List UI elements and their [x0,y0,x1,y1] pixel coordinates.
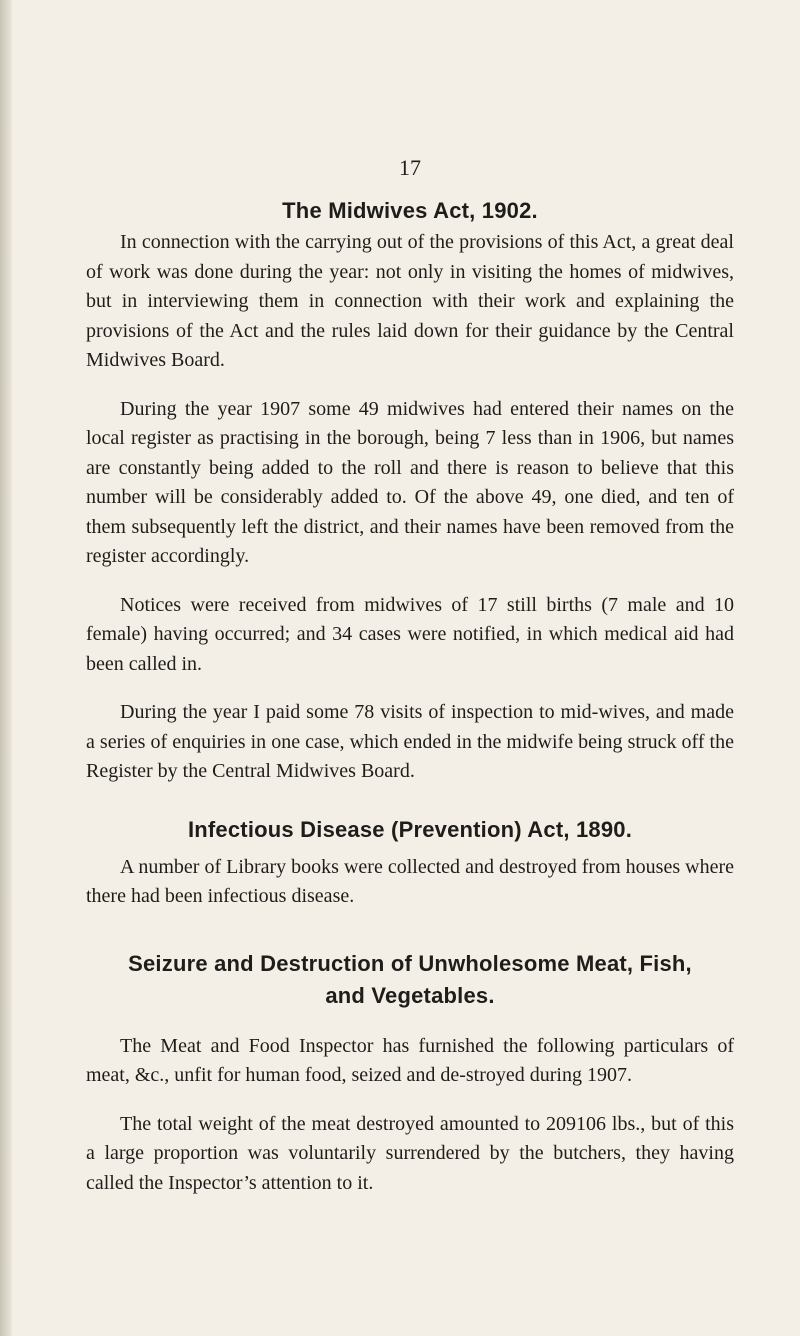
midwives-paragraph-1: In connection with the carrying out of the provisions of this Act, a great deal of work was done during the year: not only in visiting the homes of midwives, but in interviewing them in connection with their work and explaining the provisions of the Act and the rules laid down for their guidance by the Central Midwives Board. [86,231,734,371]
infectious-disease-heading: Infectious Disease (Prevention) Act, 1890. [187,816,633,842]
page-number: 17 [399,155,421,180]
seizure-heading-line-2: and Vegetables. [325,982,495,1008]
midwives-paragraph-2: During the year 1907 some 49 midwives had entered their names on the local register as practising in the borough, being 7 less than in 1906, but names are constantly being added to the roll and there is reason to believe that this number will be considerably added to. Of the above 49, one died, and ten of them subsequently left the district, and their names have been removed from the register accordingly. [86,397,734,567]
midwives-paragraph-4: During the year I paid some 78 visits of inspection to mid-wives, and made a series of enquiries in one case, which ended in the midwife being struck off the Register by the Central Midwives Board. [86,701,734,782]
seizure-heading-line-1: Seizure and Destruction of Unwholesome Meat, Fish, [128,950,692,976]
infectious-paragraph-1: A number of Library books were collected and destroyed from houses where there had been infectious disease. [86,855,734,907]
document-page [86,0,734,1198]
page-binding-edge [0,0,12,1336]
seizure-paragraph-2: The total weight of the meat destroyed amounted to 209106 lbs., but of this a large proportion was voluntarily surrendered by the butchers, they having called the Inspector’s attention to it. [86,1112,734,1194]
midwives-act-heading: The Midwives Act, 1902. [282,198,538,223]
midwives-paragraph-3: Notices were received from midwives of 17 still births (7 male and 10 female) having occurred; and 34 cases were notified, in which medical aid had been called in. [86,593,734,675]
seizure-paragraph-1: The Meat and Food Inspector has furnished the following particulars of meat, &c., unfit for human food, seized and de-stroyed during 1907. [86,1034,734,1086]
seizure-heading [86,948,734,1012]
